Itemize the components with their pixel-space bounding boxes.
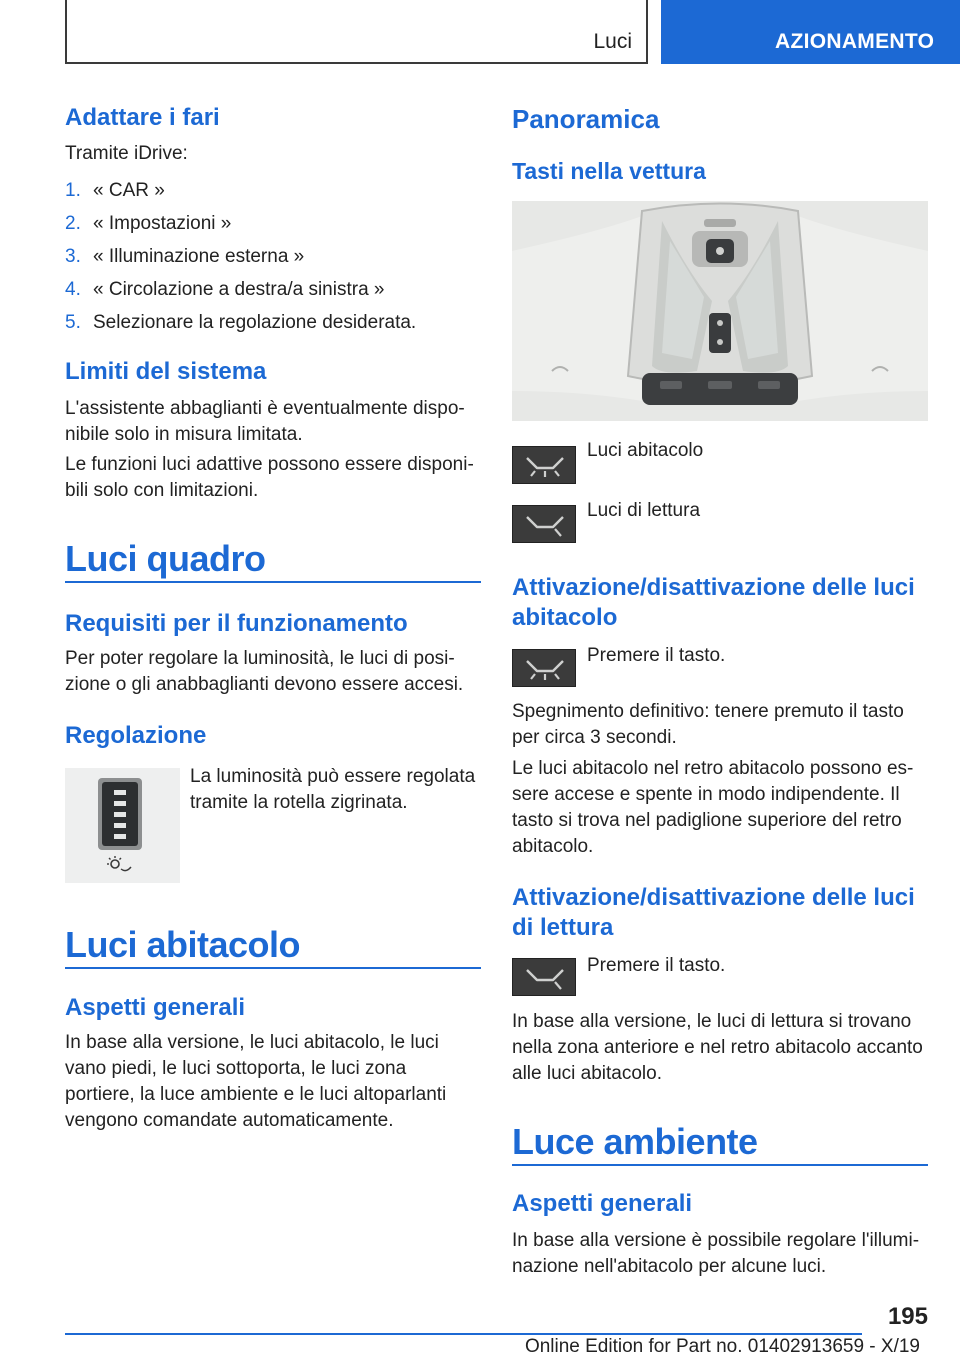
ambiente-text: In base alla versione è possibile regolare l'illuminazione nell'abitacolo per alcune luci. xyxy=(512,1230,920,1277)
heading-aspetti-generali: Aspetti generali xyxy=(65,994,246,1021)
footer-edition: Online Edition for Part no. 01402913659 - X/19 xyxy=(524,1336,920,1357)
list-item: 1. « CAR » xyxy=(65,180,165,201)
heading-adattare: Adattare i fari xyxy=(65,104,220,131)
heading-luci-quadro: Luci quadro xyxy=(65,538,266,579)
page-number: 195 xyxy=(887,1303,928,1330)
heading-att-lettura: Attivazione/disattivazione delle luci di lettura xyxy=(512,884,915,941)
heading-ambiente-aspetti: Aspetti generali xyxy=(512,1190,693,1217)
heading-limiti: Limiti del sistema xyxy=(65,358,267,385)
list-item: 5. Selezionare la regolazione desiderata. xyxy=(65,312,417,333)
att-abitacolo-icon-text: Premere il tasto. xyxy=(587,645,726,666)
heading-tasti: Tasti nella vettura xyxy=(512,158,706,184)
header-section-label: Luci xyxy=(593,30,632,53)
roof-console-image xyxy=(512,201,928,421)
dimmer-wheel-icon xyxy=(65,768,180,883)
heading-luci-abitacolo: Luci abitacolo xyxy=(65,924,301,965)
heading-att-abitacolo: Attivazione/disattivazione delle luci abitacolo xyxy=(512,574,915,631)
list-item: 2. « Impostazioni » xyxy=(65,213,232,234)
footer-rule xyxy=(65,1333,862,1335)
att-abitacolo-text-1: Spegnimento definitivo: tenere premuto il tasto per circa 3 secondi. xyxy=(512,701,904,748)
header-box xyxy=(65,0,648,64)
limiti-text-1: L'assistente abbaglianti è eventualmente disponibile solo in misura limitata. xyxy=(65,398,465,445)
section-rule xyxy=(65,581,481,583)
chapter-tab[interactable]: AZIONAMENTO xyxy=(661,0,960,64)
reading-light-icon[interactable] xyxy=(512,958,576,996)
legend-label-reading: Luci di lettura xyxy=(587,500,701,521)
intro-text: Tramite iDrive: xyxy=(65,143,188,164)
heading-luce-ambiente: Luce ambiente xyxy=(512,1121,758,1162)
interior-light-icon[interactable] xyxy=(512,649,576,687)
heading-requisiti: Requisiti per il funzionamento xyxy=(65,610,408,637)
roof-console-illustration xyxy=(512,201,928,421)
section-rule xyxy=(65,967,481,969)
limiti-text-2: Le funzioni luci adattive possono essere disponibili solo con limitazioni. xyxy=(65,454,474,501)
heading-panoramica: Panoramica xyxy=(512,104,660,134)
list-item: 4. « Circolazione a destra/a sinistra » xyxy=(65,279,385,300)
regolazione-text: La luminosità può essere regolata tramite la rotella zigrinata. xyxy=(190,766,476,813)
aspetti-text: In base alla versione, le luci abitacolo, le luci vano piedi, le luci sottoporta, le luci zona portiere, la luce ambiente e le luci altoparlanti vengono comandate automaticamente. xyxy=(65,1032,447,1131)
interior-light-icon[interactable] xyxy=(512,446,576,484)
att-abitacolo-text-2: Le luci abitacolo nel retro abitacolo possono essere accese e spente in modo indipendente. Il tasto si trova nel padiglione superiore del retro abitacolo. xyxy=(512,758,914,857)
list-item: 3. « Illuminazione esterna » xyxy=(65,246,305,267)
att-lettura-text: In base alla versione, le luci di lettura si trovano nella zona anteriore e nel retro abitacolo accanto alle luci abitacolo. xyxy=(512,1011,923,1084)
att-lettura-icon-text: Premere il tasto. xyxy=(587,955,726,976)
reading-light-icon[interactable] xyxy=(512,505,576,543)
dimmer-wheel-image xyxy=(65,768,180,883)
legend-label-interior: Luci abitacolo xyxy=(587,440,704,461)
section-rule xyxy=(512,1164,928,1166)
heading-regolazione: Regolazione xyxy=(65,722,207,749)
requisiti-text: Per poter regolare la luminosità, le luci di posizione o gli anabbaglianti devono essere accesi. xyxy=(65,648,464,695)
